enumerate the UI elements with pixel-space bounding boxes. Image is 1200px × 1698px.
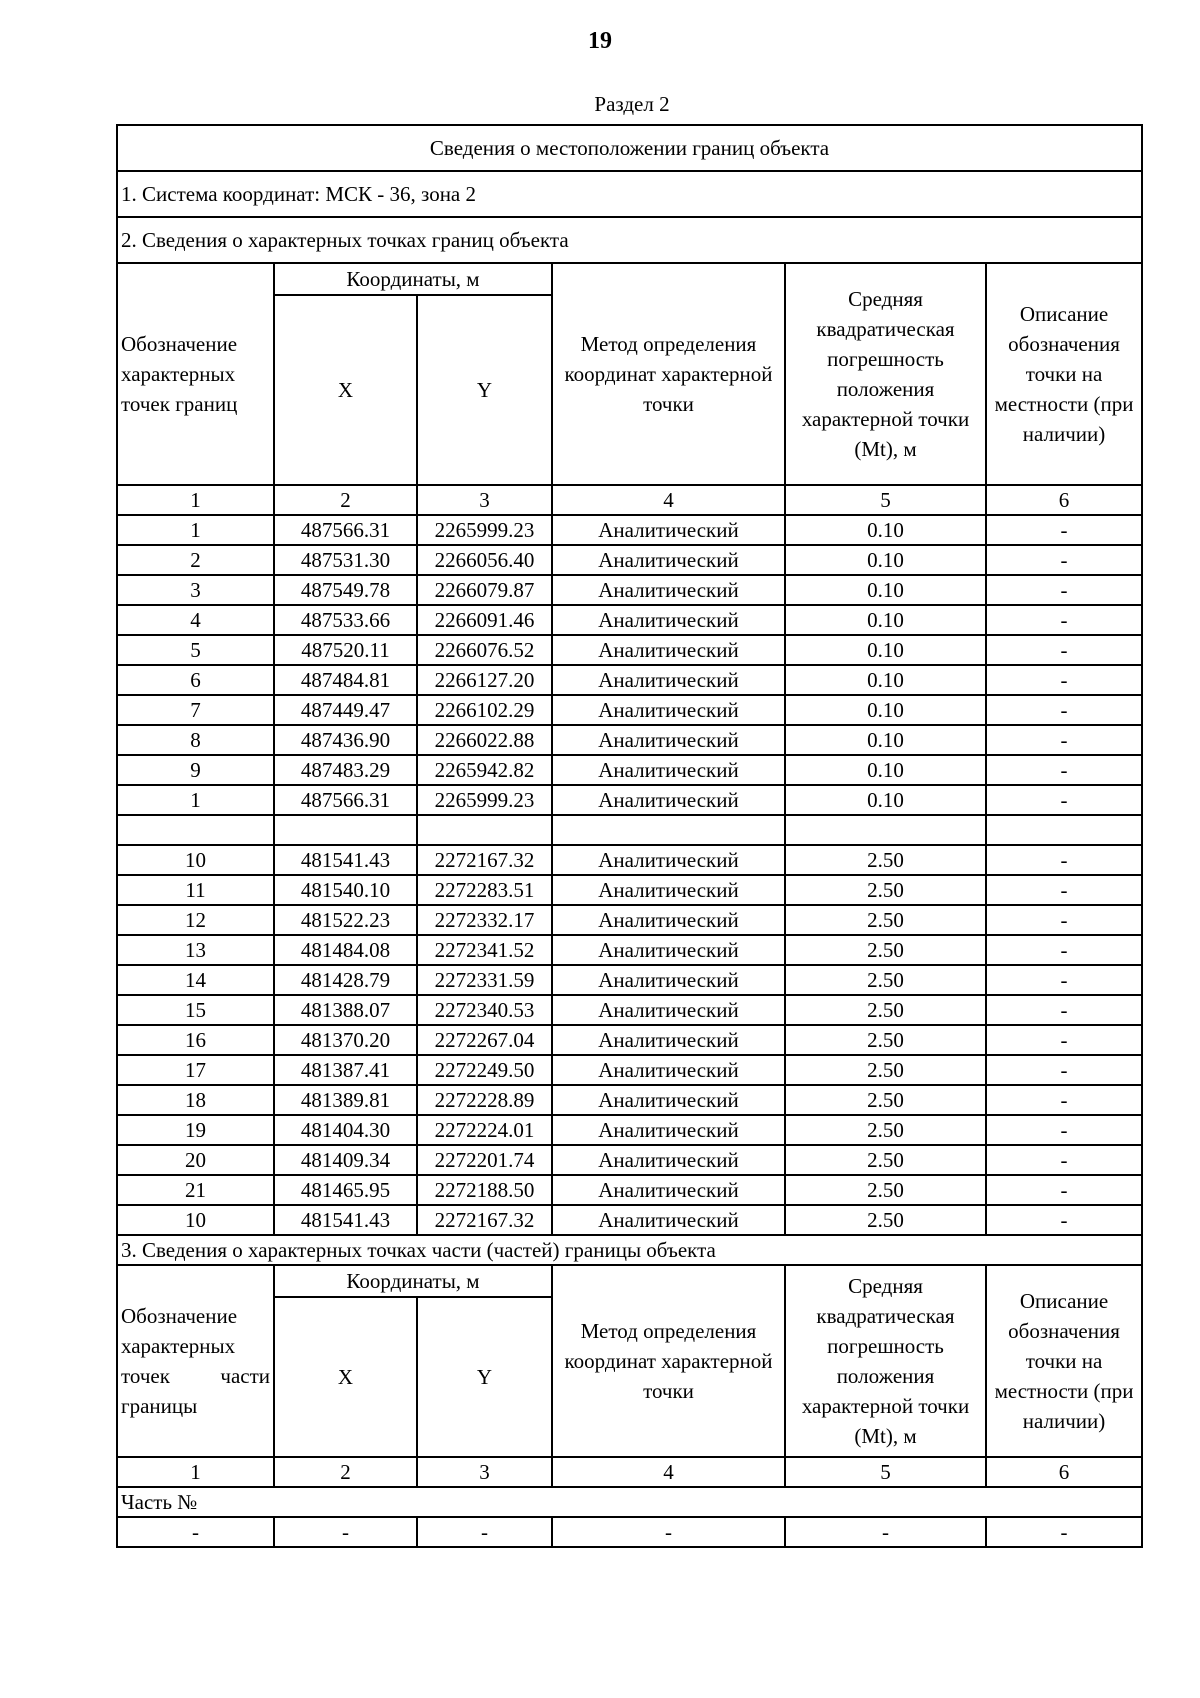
table-row: [117, 635, 1142, 665]
error-cell: 2.50: [785, 1055, 986, 1085]
method-cell: Аналитический: [552, 695, 785, 725]
header3-method: Метод определения координат характерной точки: [552, 1265, 785, 1457]
y-cell: 2272341.52: [417, 935, 552, 965]
desc-cell: -: [986, 1175, 1142, 1205]
y-cell: 2272167.32: [417, 1205, 552, 1235]
header-description: Описание обозначения точки на местности (при наличии): [986, 263, 1142, 485]
error-cell: 2.50: [785, 1175, 986, 1205]
part-row: [117, 1517, 1142, 1547]
y-cell: 2265999.23: [417, 515, 552, 545]
x-cell: 481388.07: [274, 995, 417, 1025]
x-cell: 481404.30: [274, 1115, 417, 1145]
table-row: [117, 545, 1142, 575]
table-row: [117, 1085, 1142, 1115]
empty-cell: [986, 815, 1142, 845]
y-cell: 2266079.87: [417, 575, 552, 605]
column-number: 4: [552, 485, 785, 515]
desc-cell: -: [986, 1055, 1142, 1085]
header-x: X: [274, 295, 417, 485]
point-cell: 12: [117, 905, 274, 935]
method-cell: Аналитический: [552, 1025, 785, 1055]
empty-cell: [417, 815, 552, 845]
table-row: [117, 605, 1142, 635]
table-row: [117, 995, 1142, 1025]
error-cell: 2.50: [785, 1205, 986, 1235]
header3-x: X: [274, 1297, 417, 1457]
desc-cell: -: [986, 515, 1142, 545]
y-cell: 2265999.23: [417, 785, 552, 815]
desc-cell: -: [986, 1115, 1142, 1145]
desc-cell: -: [986, 575, 1142, 605]
x-cell: 481540.10: [274, 875, 417, 905]
desc-cell: -: [986, 635, 1142, 665]
desc-cell: -: [986, 1145, 1142, 1175]
y-cell: 2266056.40: [417, 545, 552, 575]
table-row: [117, 515, 1142, 545]
table-row: [117, 785, 1142, 815]
x-cell: 487483.29: [274, 755, 417, 785]
point-cell: 7: [117, 695, 274, 725]
table-row: [117, 905, 1142, 935]
part-cell: -: [552, 1517, 785, 1547]
part-cell: -: [986, 1517, 1142, 1547]
table-row: [117, 665, 1142, 695]
error-cell: 0.10: [785, 635, 986, 665]
point-cell: 4: [117, 605, 274, 635]
header3-coords-group: Координаты, м: [274, 1265, 552, 1297]
x-cell: 487531.30: [274, 545, 417, 575]
column-numbers-row: [117, 485, 1142, 515]
point-cell: 11: [117, 875, 274, 905]
y-cell: 2272228.89: [417, 1085, 552, 1115]
method-cell: Аналитический: [552, 515, 785, 545]
method-cell: Аналитический: [552, 1085, 785, 1115]
desc-cell: -: [986, 695, 1142, 725]
table-row: [117, 875, 1142, 905]
column-number: 3: [417, 1457, 552, 1487]
page-number: 19: [588, 28, 612, 54]
x-cell: 487566.31: [274, 515, 417, 545]
error-cell: 0.10: [785, 515, 986, 545]
method-cell: Аналитический: [552, 875, 785, 905]
x-cell: 487549.78: [274, 575, 417, 605]
y-cell: 2266102.29: [417, 695, 552, 725]
y-cell: 2272267.04: [417, 1025, 552, 1055]
method-cell: Аналитический: [552, 605, 785, 635]
method-cell: Аналитический: [552, 635, 785, 665]
column-number: 1: [117, 1457, 274, 1487]
y-cell: 2272249.50: [417, 1055, 552, 1085]
desc-cell: -: [986, 1205, 1142, 1235]
header-coords-group: Координаты, м: [274, 263, 552, 295]
error-cell: 2.50: [785, 1085, 986, 1115]
empty-cell: [785, 815, 986, 845]
table-row: [117, 935, 1142, 965]
method-cell: Аналитический: [552, 1205, 785, 1235]
x-cell: 487484.81: [274, 665, 417, 695]
y-cell: 2272201.74: [417, 1145, 552, 1175]
column-number: 5: [785, 485, 986, 515]
point-cell: 15: [117, 995, 274, 1025]
column-number: 1: [117, 485, 274, 515]
table-row: [117, 1025, 1142, 1055]
x-cell: 481465.95: [274, 1175, 417, 1205]
method-cell: Аналитический: [552, 995, 785, 1025]
table-row: [117, 1055, 1142, 1085]
y-cell: 2272331.59: [417, 965, 552, 995]
empty-cell: [117, 815, 274, 845]
point-cell: 2: [117, 545, 274, 575]
x-cell: 481409.34: [274, 1145, 417, 1175]
x-cell: 481370.20: [274, 1025, 417, 1055]
x-cell: 481541.43: [274, 845, 417, 875]
section-label: Раздел 2: [594, 92, 670, 116]
column-number: 6: [986, 485, 1142, 515]
error-cell: 0.10: [785, 725, 986, 755]
coord-system: 1. Система координат: МСК - 36, зона 2: [117, 171, 1142, 217]
header3-y: Y: [417, 1297, 552, 1457]
method-cell: Аналитический: [552, 1115, 785, 1145]
error-cell: 2.50: [785, 1025, 986, 1055]
table-row: [117, 725, 1142, 755]
desc-cell: -: [986, 1025, 1142, 1055]
part-cell: -: [785, 1517, 986, 1547]
point-cell: 8: [117, 725, 274, 755]
error-cell: 2.50: [785, 905, 986, 935]
desc-cell: -: [986, 545, 1142, 575]
error-cell: 2.50: [785, 935, 986, 965]
point-cell: 17: [117, 1055, 274, 1085]
column-number: 2: [274, 1457, 417, 1487]
desc-cell: -: [986, 905, 1142, 935]
point-cell: 10: [117, 845, 274, 875]
x-cell: 487436.90: [274, 725, 417, 755]
error-cell: 2.50: [785, 995, 986, 1025]
part-label: Часть №: [117, 1487, 1142, 1517]
part-cell: -: [417, 1517, 552, 1547]
y-cell: 2272340.53: [417, 995, 552, 1025]
y-cell: 2266127.20: [417, 665, 552, 695]
error-cell: 2.50: [785, 1115, 986, 1145]
section3-label: 3. Сведения о характерных точках части (частей) границы объекта: [117, 1235, 1142, 1265]
error-cell: 0.10: [785, 755, 986, 785]
header3-error: Средняя квадратическая погрешность положения характерной точки (Mt), м: [785, 1265, 986, 1457]
x-cell: 481522.23: [274, 905, 417, 935]
desc-cell: -: [986, 845, 1142, 875]
point-cell: 9: [117, 755, 274, 785]
method-cell: Аналитический: [552, 935, 785, 965]
separator-row: [117, 815, 1142, 845]
column-number: 6: [986, 1457, 1142, 1487]
desc-cell: -: [986, 725, 1142, 755]
point-cell: 1: [117, 515, 274, 545]
error-cell: 0.10: [785, 785, 986, 815]
error-cell: 0.10: [785, 545, 986, 575]
table-row: [117, 1145, 1142, 1175]
x-cell: 487533.66: [274, 605, 417, 635]
point-cell: 3: [117, 575, 274, 605]
x-cell: 481428.79: [274, 965, 417, 995]
method-cell: Аналитический: [552, 725, 785, 755]
method-cell: Аналитический: [552, 965, 785, 995]
y-cell: 2265942.82: [417, 755, 552, 785]
table-row: [117, 845, 1142, 875]
error-cell: 0.10: [785, 575, 986, 605]
column-numbers-row-3: [117, 1457, 1142, 1487]
error-cell: 2.50: [785, 965, 986, 995]
header3-point-label: Обозначение характерных точек части границы: [117, 1265, 274, 1457]
table-title: Сведения о местоположении границ объекта: [117, 125, 1142, 171]
point-cell: 10: [117, 1205, 274, 1235]
method-cell: Аналитический: [552, 1055, 785, 1085]
x-cell: 481389.81: [274, 1085, 417, 1115]
column-number: 4: [552, 1457, 785, 1487]
desc-cell: -: [986, 1085, 1142, 1115]
desc-cell: -: [986, 965, 1142, 995]
point-cell: 20: [117, 1145, 274, 1175]
point-cell: 5: [117, 635, 274, 665]
desc-cell: -: [986, 995, 1142, 1025]
desc-cell: -: [986, 785, 1142, 815]
point-cell: 13: [117, 935, 274, 965]
point-cell: 14: [117, 965, 274, 995]
y-cell: 2272167.32: [417, 845, 552, 875]
error-cell: 0.10: [785, 605, 986, 635]
method-cell: Аналитический: [552, 1145, 785, 1175]
table-row: [117, 575, 1142, 605]
point-cell: 18: [117, 1085, 274, 1115]
column-number: 3: [417, 485, 552, 515]
error-cell: 0.10: [785, 665, 986, 695]
y-cell: 2272224.01: [417, 1115, 552, 1145]
point-cell: 19: [117, 1115, 274, 1145]
error-cell: 2.50: [785, 1145, 986, 1175]
desc-cell: -: [986, 665, 1142, 695]
header-point-label: Обозначение характерных точек границ: [117, 263, 274, 485]
table-row: [117, 1205, 1142, 1235]
y-cell: 2272332.17: [417, 905, 552, 935]
column-number: 2: [274, 485, 417, 515]
error-cell: 0.10: [785, 695, 986, 725]
desc-cell: -: [986, 875, 1142, 905]
error-cell: 2.50: [785, 875, 986, 905]
boundary-table: [116, 124, 1143, 1548]
header-method: Метод определения координат характерной точки: [552, 263, 785, 485]
x-cell: 487449.47: [274, 695, 417, 725]
table-row: [117, 1175, 1142, 1205]
table-row: [117, 965, 1142, 995]
column-number: 5: [785, 1457, 986, 1487]
error-cell: 2.50: [785, 845, 986, 875]
part-cell: -: [274, 1517, 417, 1547]
x-cell: 481541.43: [274, 1205, 417, 1235]
header-y: Y: [417, 295, 552, 485]
part-cell: -: [117, 1517, 274, 1547]
method-cell: Аналитический: [552, 1175, 785, 1205]
method-cell: Аналитический: [552, 665, 785, 695]
y-cell: 2266022.88: [417, 725, 552, 755]
method-cell: Аналитический: [552, 545, 785, 575]
method-cell: Аналитический: [552, 785, 785, 815]
desc-cell: -: [986, 755, 1142, 785]
x-cell: 487566.31: [274, 785, 417, 815]
method-cell: Аналитический: [552, 905, 785, 935]
y-cell: 2266076.52: [417, 635, 552, 665]
x-cell: 481387.41: [274, 1055, 417, 1085]
empty-cell: [552, 815, 785, 845]
point-cell: 16: [117, 1025, 274, 1055]
method-cell: Аналитический: [552, 755, 785, 785]
x-cell: 487520.11: [274, 635, 417, 665]
table-row: [117, 755, 1142, 785]
y-cell: 2272283.51: [417, 875, 552, 905]
y-cell: 2266091.46: [417, 605, 552, 635]
table-row: [117, 1115, 1142, 1145]
y-cell: 2272188.50: [417, 1175, 552, 1205]
point-cell: 21: [117, 1175, 274, 1205]
desc-cell: -: [986, 935, 1142, 965]
section2-label: 2. Сведения о характерных точках границ объекта: [117, 217, 1142, 263]
method-cell: Аналитический: [552, 845, 785, 875]
table-row: [117, 695, 1142, 725]
header-error: Средняя квадратическая погрешность положения характерной точки (Mt), м: [785, 263, 986, 485]
x-cell: 481484.08: [274, 935, 417, 965]
desc-cell: -: [986, 605, 1142, 635]
point-cell: 1: [117, 785, 274, 815]
header3-description: Описание обозначения точки на местности (при наличии): [986, 1265, 1142, 1457]
point-cell: 6: [117, 665, 274, 695]
method-cell: Аналитический: [552, 575, 785, 605]
empty-cell: [274, 815, 417, 845]
